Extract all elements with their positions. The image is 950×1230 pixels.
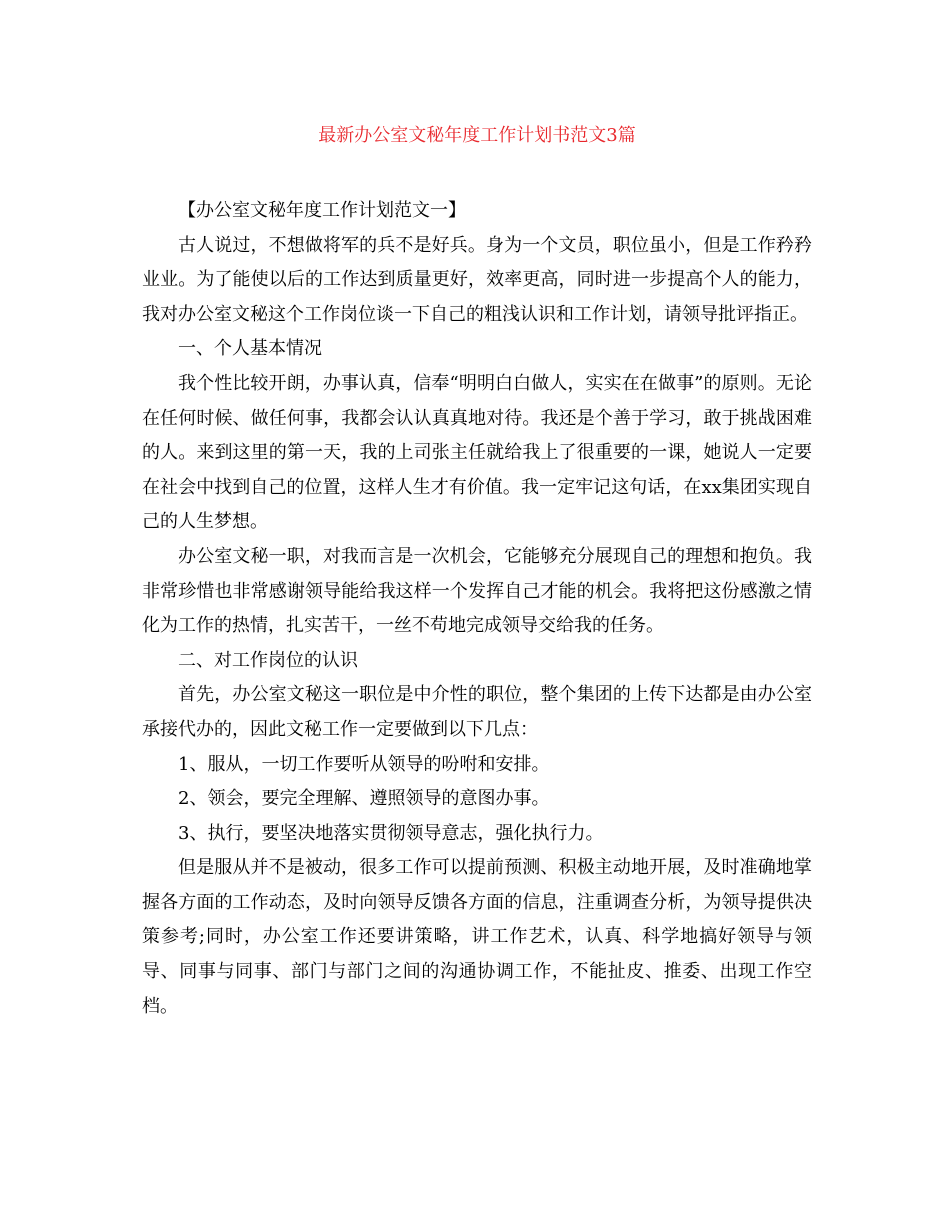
intro-paragraph: 古人说过，不想做将军的兵不是好兵。身为一个文员，职位虽小，但是工作矜矜业业。为了能使以后的工作达到质量更好，效率更高，同时进一步提高个人的能力，我对办公室文秘这个工作岗位谈一下自己的粗浅认识和工作计划，请领导批评指正。 [142, 234, 812, 325]
section-heading-personal-info: 一、个人基本情况 [178, 338, 322, 360]
section-heading-plan-one: 【办公室文秘年度工作计划范文一】 [178, 200, 466, 221]
coordination-paragraph: 但是服从并不是被动，很多工作可以提前预测、积极主动地开展，及时准确地掌握各方面的工作动态，及时向领导反馈各方面的信息，注重调查分析，为领导提供决策参考;同时，办公室工作还要讲策略，讲工作艺术，认真、科学地搞好领导与领导、同事与同事、部门与部门之间的沟通协调工作，不能扯皮、推委、出现工作空档。 [142, 857, 812, 1017]
document-page [142, 0, 812, 1230]
document-body [142, 194, 812, 1024]
list-item-execute: 3、执行，要坚决地落实贯彻领导意志，强化执行力。 [178, 822, 604, 844]
job-understanding-paragraph: 首先，办公室文秘这一职位是中介性的职位，整个集团的上传下达都是由办公室承接代办的，因此文秘工作一定要做到以下几点： [142, 684, 812, 740]
document-title: 最新办公室文秘年度工作计划书范文3篇 [318, 125, 636, 146]
list-item-comprehend: 2、领会，要完全理解、遵照领导的意图办事。 [178, 788, 550, 810]
opportunity-paragraph: 办公室文秘一职，对我而言是一次机会，它能够充分展现自己的理想和抱负。我非常珍惜也非常感谢领导能给我这样一个发挥自己才能的机会。我将把这份感激之情化为工作的热情，扎实苦干，一丝不苟地完成领导交给我的任务。 [142, 545, 812, 637]
section-heading-job-understanding: 二、对工作岗位的认识 [178, 649, 358, 671]
personal-info-paragraph: 我个性比较开朗，办事认真，信奉“明明白白做人，实实在在做事”的原则。无论在任何时候、做任何事，我都会认认真真地对待。我还是个善于学习，敢于挑战困难的人。来到这里的第一天，我的上司张主任就给我上了很重要的一课，她说人一定要在社会中找到自己的位置，这样人生才有价值。我一定牢记这句话，在xx集团实现自己的人生梦想。 [142, 372, 812, 533]
list-item-obey: 1、服从，一切工作要听从领导的吩咐和安排。 [178, 753, 550, 775]
